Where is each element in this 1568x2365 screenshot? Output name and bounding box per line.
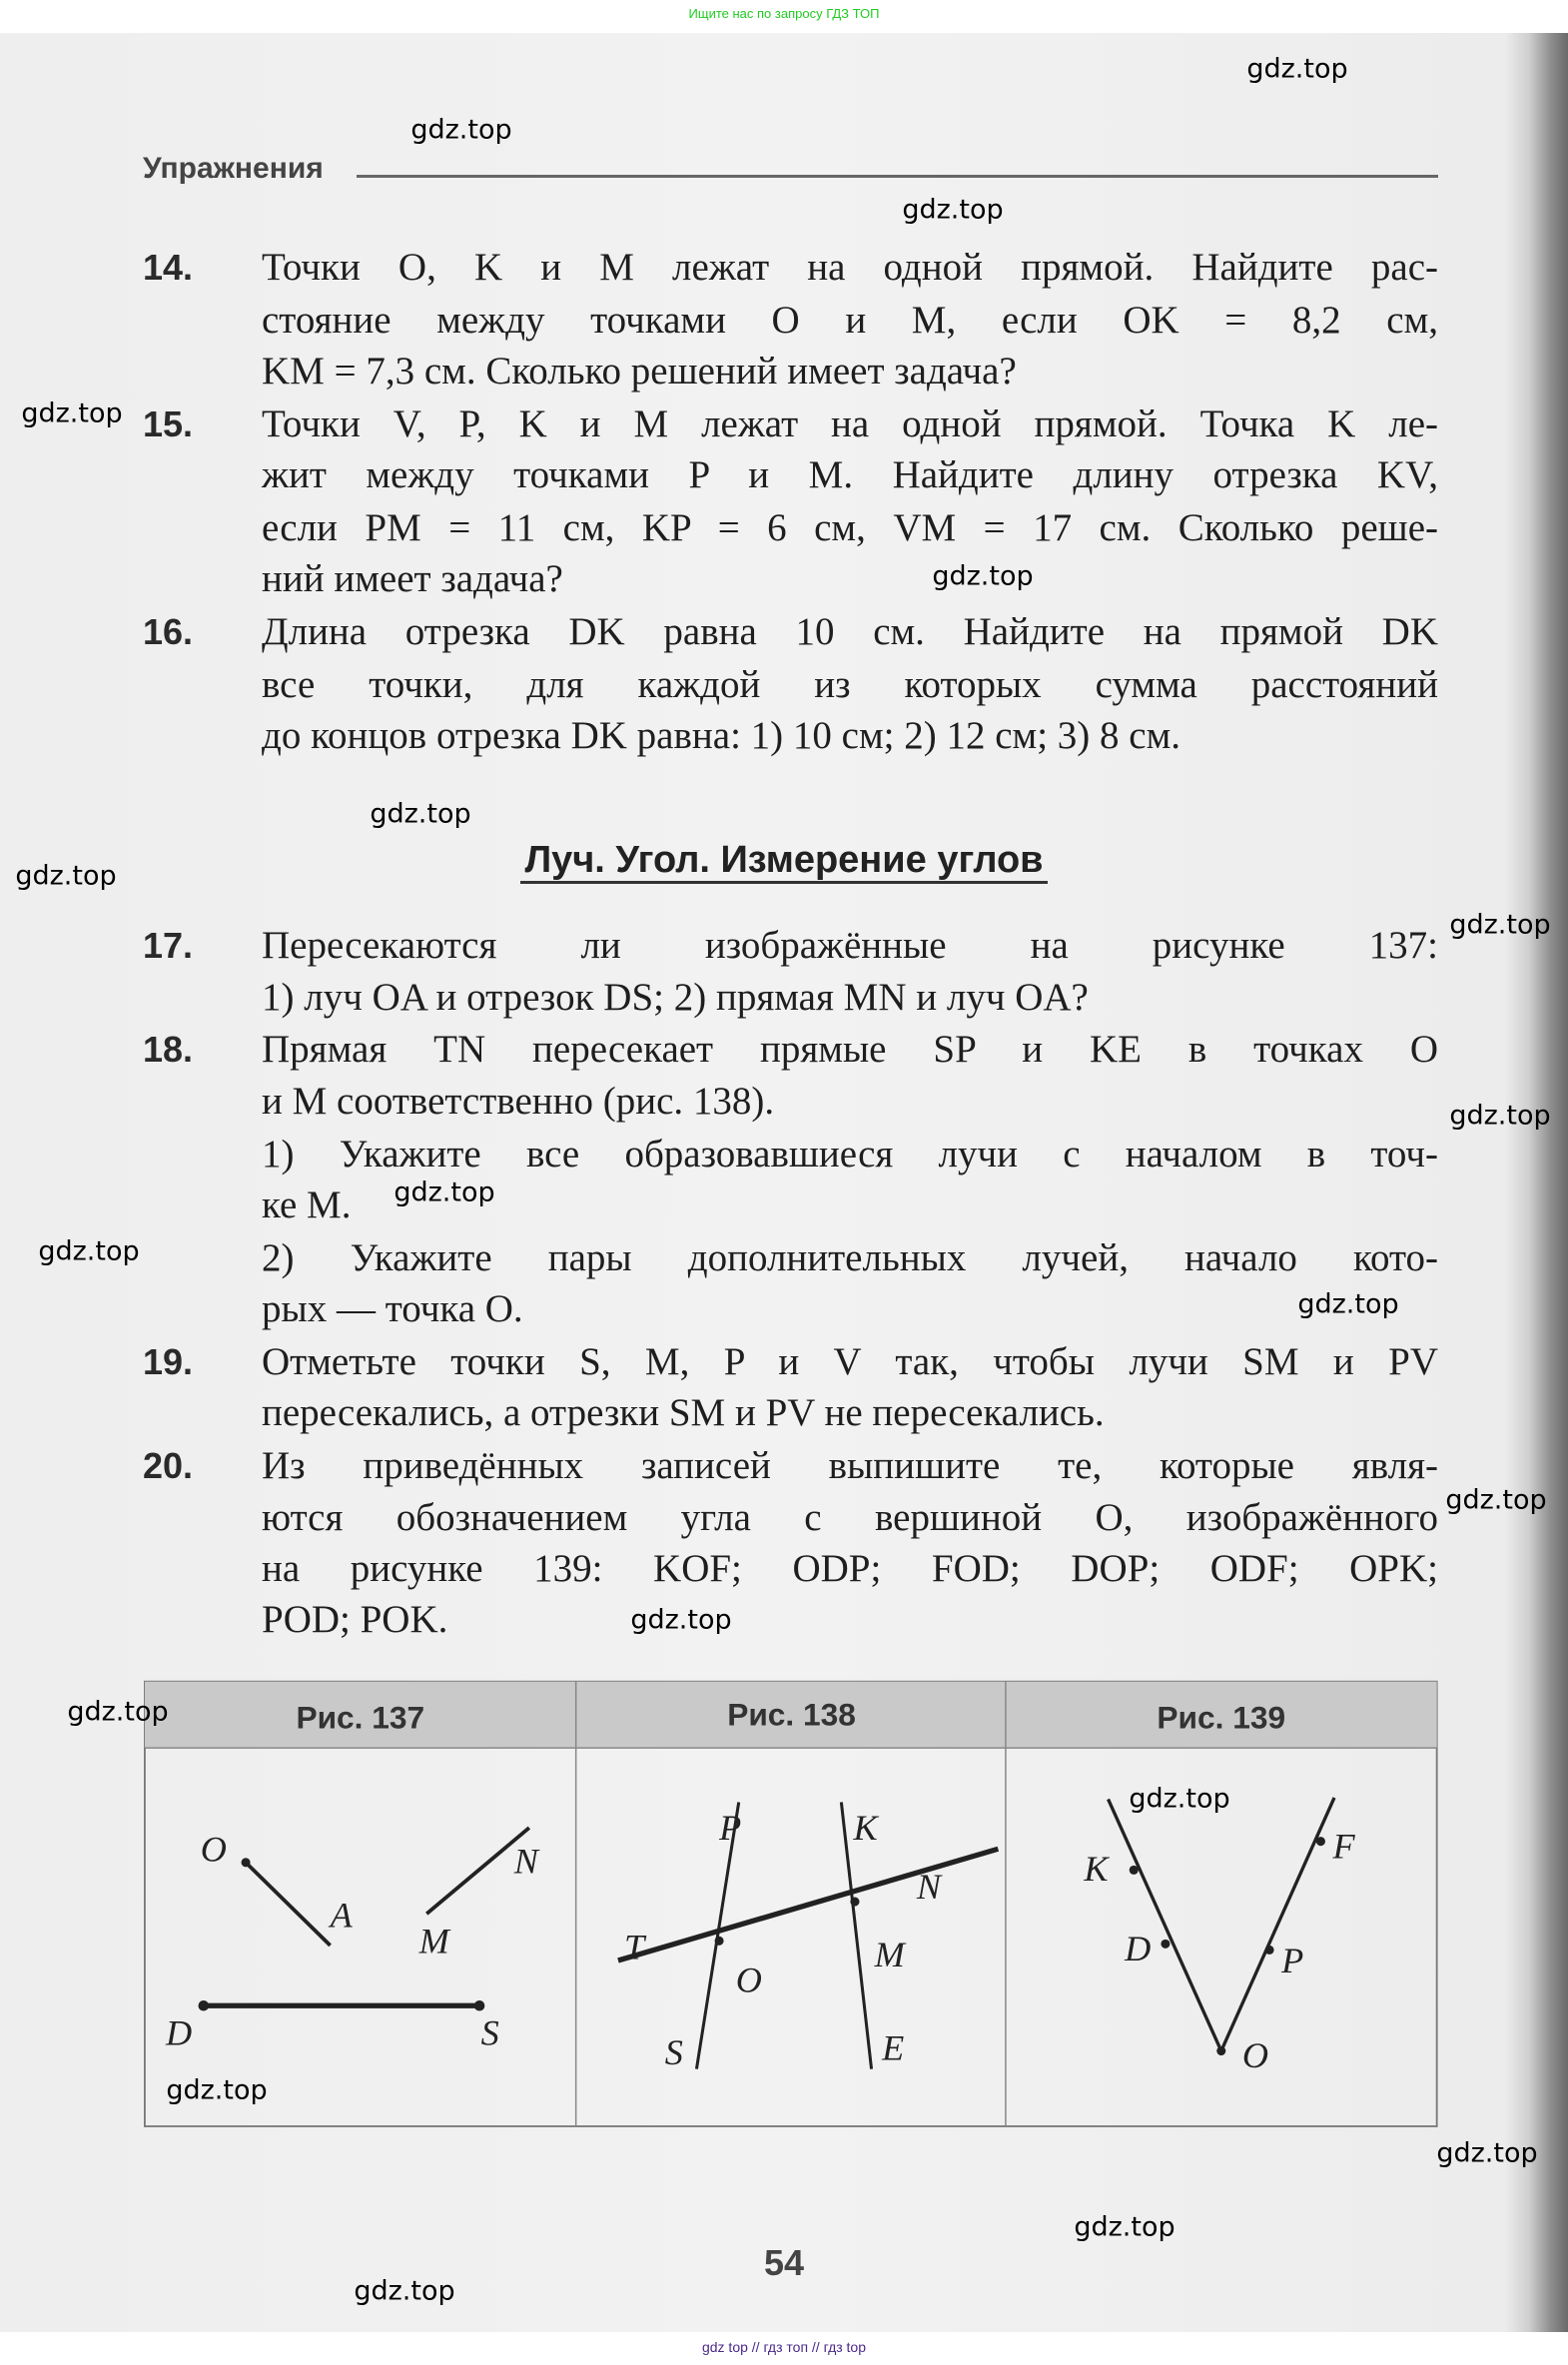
point-o xyxy=(1216,2046,1225,2055)
section-header: Упражнения xyxy=(143,152,324,185)
watermark: gdz.top xyxy=(370,798,471,830)
exercise-number: 17. xyxy=(143,925,194,966)
watermark: gdz.top xyxy=(1436,2137,1538,2169)
label-e: E xyxy=(882,2027,905,2068)
exercise-text-line: Прямая TN пересекает прямые SP и KE в точках O xyxy=(262,1028,1438,1071)
exercise-text-line: ний имеет задача? xyxy=(262,557,563,600)
point-o xyxy=(715,1937,724,1946)
label-a: A xyxy=(330,1895,353,1936)
label-s: S xyxy=(664,2032,683,2073)
exercise-text-line: Отметьте точки S, M, P и V так, чтобы лучи SM и PV xyxy=(262,1340,1438,1383)
point-d xyxy=(1161,1940,1170,1949)
watermark: gdz.top xyxy=(1449,909,1551,941)
watermark: gdz.top xyxy=(1246,53,1348,85)
fig138-caption: Рис. 138 xyxy=(727,1696,856,1733)
label-n: N xyxy=(916,1867,942,1908)
section-title-text: Луч. Угол. Измерение углов xyxy=(520,839,1047,884)
exercise-text-line: Длина отрезка DK равна 10 см. Найдите на прямой DK xyxy=(262,610,1438,653)
watermark: gdz.top xyxy=(1445,1484,1547,1516)
exercise-text-line: все точки, для каждой из которых сумма расстояний xyxy=(262,663,1438,706)
label-o: O xyxy=(200,1829,227,1870)
exercise-text-line: Пересекаются ли изображённые на рисунке 137: xyxy=(262,924,1438,967)
watermark: gdz.top xyxy=(902,194,1004,226)
point-o xyxy=(242,1858,251,1867)
watermark: gdz.top xyxy=(21,397,123,429)
watermark: gdz.top xyxy=(630,1604,732,1636)
watermark: gdz.top xyxy=(932,560,1034,592)
exercise-number: 14. xyxy=(143,247,194,288)
label-m: M xyxy=(874,1935,905,1974)
exercise-text-line: до концов отрезка DK равна: 1) 10 см; 2) 12 см; 3) 8 см. xyxy=(262,714,1181,757)
watermark: gdz.top xyxy=(1129,1783,1230,1815)
watermark: gdz.top xyxy=(1449,1100,1551,1132)
label-t: T xyxy=(623,1927,645,1968)
exercise-text-line: 2) Укажите пары дополнительных лучей, начало кото- xyxy=(262,1236,1438,1279)
exercise-text-line: пересекались, а отрезки SM и PV не пересекались. xyxy=(262,1391,1105,1434)
fig138-drawing xyxy=(618,1802,998,2072)
ray-of xyxy=(1221,1798,1334,2051)
exercise-text-line: рых — точка O. xyxy=(262,1287,523,1330)
exercise-text-line: 1) Укажите все образовавшиеся лучи с началом в точ- xyxy=(262,1133,1438,1176)
exercise-text-line: жит между точками P и M. Найдите длину отрезка KV, xyxy=(262,453,1438,496)
watermark: gdz.top xyxy=(166,2074,268,2106)
watermark: gdz.top xyxy=(393,1177,495,1208)
label-s: S xyxy=(480,2012,499,2053)
bottom-banner xyxy=(0,2332,1568,2365)
point-m xyxy=(850,1898,859,1907)
exercise-text-line: Точки V, P, K и M лежат на одной прямой. Точка K ле- xyxy=(262,402,1438,445)
exercise-text-line: ке M. xyxy=(262,1183,352,1226)
fig139-caption: Рис. 139 xyxy=(1157,1699,1286,1736)
ray-oa xyxy=(246,1863,331,1946)
point-p xyxy=(1265,1946,1274,1955)
footer-text: gdz top // гдз топ // гдз top xyxy=(701,2339,867,2355)
label-p: P xyxy=(719,1808,742,1849)
banner-text: Ищите нас по запросу ГДЗ ТОП xyxy=(688,6,880,21)
fig137-caption: Рис. 137 xyxy=(296,1699,425,1736)
exercise-text-line: стояние между точками O и M, если OK = 8,2 см, xyxy=(262,299,1438,342)
line-tn xyxy=(618,1849,998,1961)
point-k xyxy=(1130,1866,1139,1875)
exercise-text-line: на рисунке 139: KOF; ODP; FOD; DOP; ODF; OPK; xyxy=(262,1547,1438,1590)
exercise-text-line: и M соответственно (рис. 138). xyxy=(262,1080,775,1123)
exercise-number: 15. xyxy=(143,403,194,444)
label-k: K xyxy=(853,1808,878,1849)
label-o: O xyxy=(735,1960,762,2000)
fig139-drawing xyxy=(1083,1798,1355,2075)
label-p: P xyxy=(1281,1941,1304,1981)
exercise-number: 19. xyxy=(143,1341,194,1382)
label-n: N xyxy=(513,1841,538,1882)
point-f xyxy=(1316,1837,1325,1846)
point-d xyxy=(199,2000,210,2011)
label-d: D xyxy=(166,2012,193,2053)
exercise-number: 16. xyxy=(143,611,194,652)
exercise-text-line: KM = 7,3 см. Сколько решений имеет задача? xyxy=(262,350,1017,393)
page-number: 54 xyxy=(763,2242,805,2283)
watermark: gdz.top xyxy=(15,860,117,892)
watermark: gdz.top xyxy=(1074,2211,1176,2243)
exercise-number: 18. xyxy=(143,1029,194,1070)
exercise-text-line: Из приведённых записей выпишите те, которые явля- xyxy=(262,1444,1438,1487)
watermark: gdz.top xyxy=(410,114,512,146)
ray-ok xyxy=(1109,1799,1221,2050)
fig137-drawing xyxy=(165,1828,540,2052)
watermark: gdz.top xyxy=(1297,1288,1399,1320)
exercise-text-line: ются обозначением угла с вершиной O, изображённого xyxy=(262,1496,1438,1539)
label-o: O xyxy=(1241,2035,1269,2076)
watermark: gdz.top xyxy=(38,1235,140,1267)
label-m: M xyxy=(418,1921,449,1962)
exercise-text-line: POD; POK. xyxy=(262,1598,448,1641)
label-d: D xyxy=(1125,1928,1152,1969)
exercise-number: 20. xyxy=(143,1445,194,1486)
point-s xyxy=(474,2000,485,2011)
label-f: F xyxy=(1332,1826,1355,1867)
exercise-text-line: 1) луч OA и отрезок DS; 2) прямая MN и луч OA? xyxy=(262,976,1089,1019)
watermark: gdz.top xyxy=(354,2275,455,2307)
exercise-text-line: Точки O, K и M лежат на одной прямой. Найдите рас- xyxy=(262,246,1438,289)
watermark: gdz.top xyxy=(67,1696,169,1728)
label-k: K xyxy=(1084,1848,1109,1889)
exercise-text-line: если PM = 11 см, KP = 6 см, VM = 17 см. Сколько реше- xyxy=(262,506,1438,549)
